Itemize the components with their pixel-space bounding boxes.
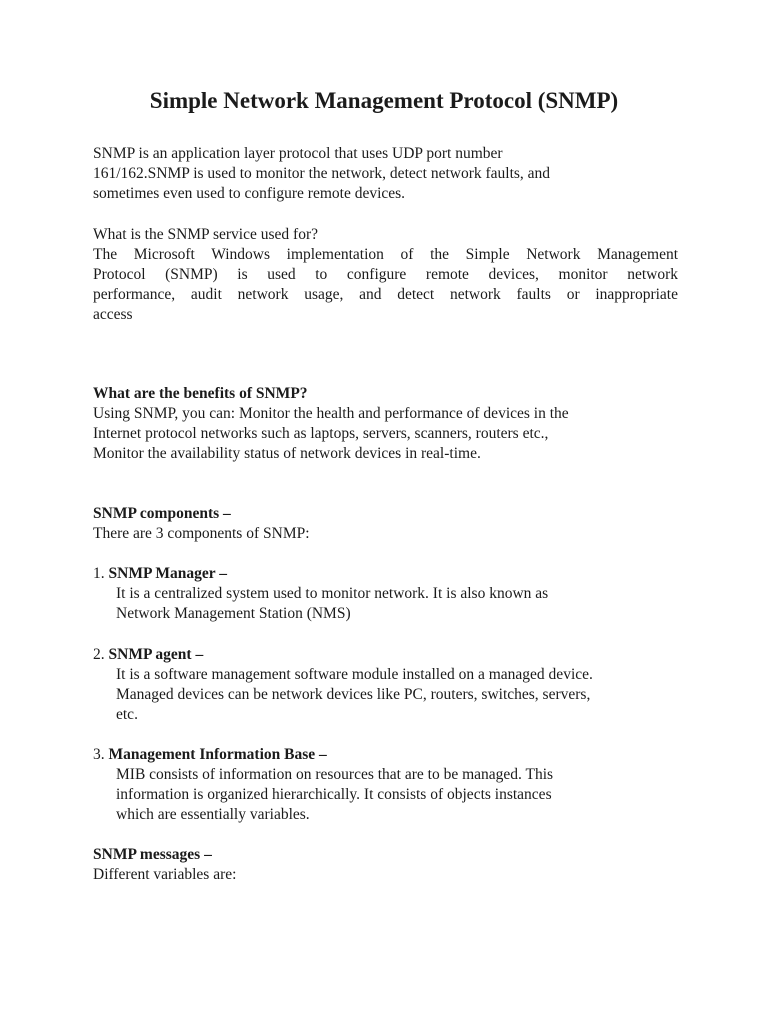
components-heading: SNMP components – [93,505,231,522]
service-line: performance, audit network usage, and detect network faults or inappropriate [93,286,678,303]
component-description-line: It is a software management software module installed on a managed device. [116,666,593,683]
service-line: The Microsoft Windows implementation of the Simple Network Management [93,246,678,263]
component-name: Management Information Base – [108,746,327,763]
intro-paragraph [93,144,678,204]
component-number: 3. [93,746,109,763]
benefits-line: Using SNMP, you can: Monitor the health and performance of devices in the [93,405,569,422]
component-description-line: which are essentially variables. [116,806,310,823]
component-name: SNMP Manager – [108,565,228,582]
messages-section [93,845,678,885]
components-section [93,504,678,544]
intro-line: sometimes even used to configure remote devices. [93,185,406,202]
component-description-line: etc. [116,706,138,723]
component-description-line: Network Management Station (NMS) [116,605,351,622]
component-description-line: MIB consists of information on resources that are to be managed. This [116,766,554,783]
benefits-section [93,384,678,464]
intro-line: SNMP is an application layer protocol that uses UDP port number [93,145,503,162]
component-item-mib [93,745,678,825]
benefits-heading: What are the benefits of SNMP? [93,385,308,402]
messages-intro: Different variables are: [93,866,237,883]
benefits-line: Monitor the availability status of network devices in real-time. [93,445,481,462]
document-title: Simple Network Management Protocol (SNMP) [149,88,619,113]
service-section [93,225,678,325]
component-number: 1. [93,565,109,582]
service-line: access [93,306,133,323]
intro-line: 161/162.SNMP is used to monitor the network, detect network faults, and [93,165,551,182]
component-name: SNMP agent – [108,646,204,663]
components-intro: There are 3 components of SNMP: [93,525,310,542]
benefits-line: Internet protocol networks such as laptops, servers, scanners, routers etc., [93,425,549,442]
component-number: 2. [93,646,109,663]
messages-heading: SNMP messages – [93,846,212,863]
component-description-line: It is a centralized system used to monitor network. It is also known as [116,585,549,602]
component-description-line: Managed devices can be network devices like PC, routers, switches, servers, [116,686,591,703]
component-item-manager [93,564,678,624]
component-description-line: information is organized hierarchically. It consists of objects instances [116,786,552,803]
component-item-agent [93,645,678,725]
service-line: Protocol (SNMP) is used to configure remote devices, monitor network [93,266,678,283]
service-question: What is the SNMP service used for? [93,226,318,243]
